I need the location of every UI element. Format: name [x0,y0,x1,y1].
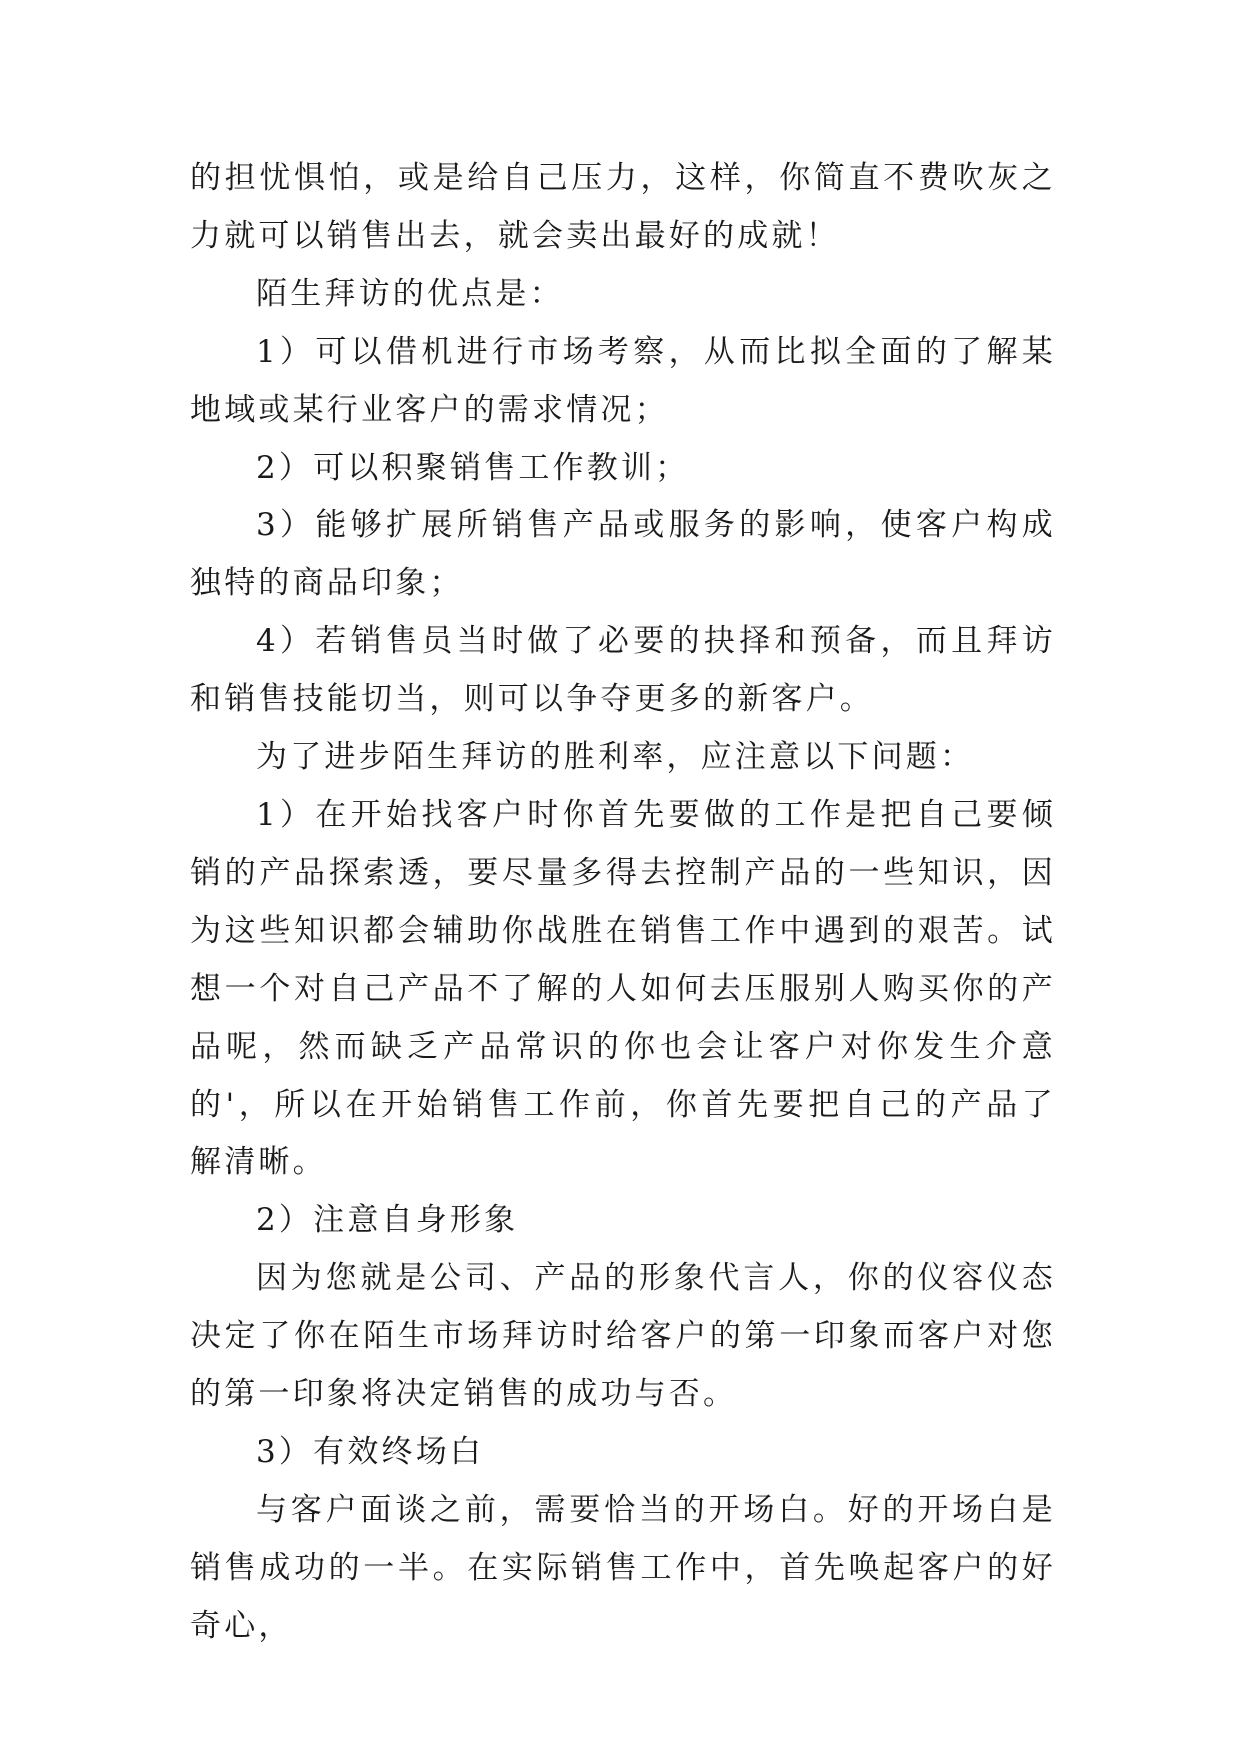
paragraph-advantage-2: 2）可以积聚销售工作教训； [256,449,690,486]
paragraph-advantage-1: 1）可以借机进行市场考察，从而比拟全面的了解某地域或某行业客户的需求情况； [190,333,1056,428]
paragraph-issue-3-body: 与客户面谈之前，需要恰当的开场白。好的开场白是销售成功的一半。在实际销售工作中，首先唤起客户的好奇心， [190,1491,1056,1644]
paragraph-advantage-3: 3）能够扩展所销售产品或服务的影响，使客户构成独特的商品印象； [190,507,1056,602]
paragraph-issue-2-body: 因为您就是公司、产品的形象代言人，你的仪容仪态决定了你在陌生市场拜访时给客户的第一印象而客户对您的第一印象将决定销售的成功与否。 [190,1260,1056,1413]
paragraph-advantage-4: 4）若销售员当时做了必要的抉择和预备，而且拜访和销售技能切当，则可以争夺更多的新客户。 [190,623,1056,718]
paragraph-continuation: 的担忧惧怕，或是给自己压力，这样，你简直不费吹灰之力就可以销售出去，就会卖出最好的成就！ [190,160,1056,254]
paragraph-issue-1: 1）在开始找客户时你首先要做的工作是把自己要倾销的产品探索透，要尽量多得去控制产品的一些知识，因为这些知识都会辅助你战胜在销售工作中遇到的艰苦。试想一个对自己产品不了解的人如何去压服别人购买你的产品呢，然而缺乏产品常识的你也会让客户对你发生介意的'，所以在开始销售工作前，你首先要把自己的产品了解清晰。 [190,796,1056,1181]
paragraph-issue-2-heading: 2）注意自身形象 [256,1202,519,1239]
paragraph-issue-3-heading: 3）有效终场白 [256,1433,485,1470]
document-body [190,150,1056,1656]
paragraph-advantages-heading: 陌生拜访的优点是： [256,275,564,312]
paragraph-issues-heading: 为了进步陌生拜访的胜利率，应注意以下问题： [256,739,975,776]
